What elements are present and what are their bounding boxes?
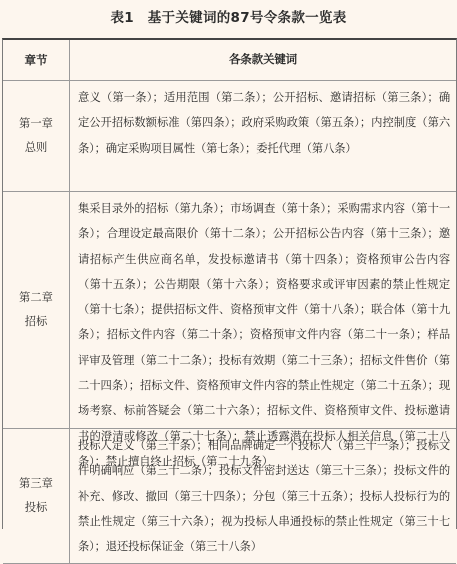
table-row-chapter-2 bbox=[3, 192, 456, 468]
chapter-number: 第三章 bbox=[19, 477, 53, 490]
chapter-number: 第一章 bbox=[19, 117, 53, 130]
keywords-cell: 投标人定义（第三十条）；相同品牌确定一个投标人（第三十一条）；投标文件明确响应（第三十二条）；投标文件密封送达（第三十三条）；投标文件的补充、修改、撤回（第三十四条）；分包（第三十五条）；投标人投标行为的禁止性规定（第三十六条）；视为投标人串通投标的禁止性规定（第三十七条）；退还投标保证金（第三十八条） bbox=[78, 439, 450, 554]
header-keywords: 各条款关键词 bbox=[228, 52, 298, 67]
chapter-name: 投标 bbox=[24, 501, 48, 514]
keywords-cell: 集采目录外的招标（第九条）；市场调查（第十条）；采购需求内容（第十一条）；合理设定最高限价（第十二条）；公开招标公告内容（第十三条）；邀请招标产生供应商名单，发投标邀请书（第十四条）；资格预审公告内容（第十五条）；公告期限（第十六条）；资格要求或评审因素的禁止性规定（第十七条）；提供招标文件、资格预审文件（第十八条）；联合体（第十九条）；招标文件内容（第二十条）；资格预审文件内容（第二十一条）；样品评审及管理（第二十二条）；投标有效期（第二十三条）；招标文件售价（第二十四条）；招标文件、资格预审文件内容的禁止性规定（第二十五条）；现场考察、标前答疑会（第二十六条）；招标文件、资格预审文件、投标邀请书的澄清或修改（第二十七条）；禁止透露潜在投标人相关信息（第二十八条）；禁止擅自终止招标（第二十九条） bbox=[78, 202, 450, 468]
chapter-number: 第二章 bbox=[19, 291, 53, 304]
chapter-cell bbox=[3, 81, 70, 191]
chapter-cell bbox=[3, 429, 70, 563]
table-row-chapter-3 bbox=[3, 429, 456, 564]
chapter-name: 总则 bbox=[24, 141, 48, 154]
keywords-cell: 意义（第一条）；适用范围（第二条）；公开招标、邀请招标（第三条）；确定公开招标数额标准（第四条）；政府采购政策（第五条）；内控制度（第六条）；确定采购项目属性（第七条）；委托代理（第八条） bbox=[78, 91, 450, 155]
table-header-row bbox=[3, 40, 456, 81]
table-row-chapter-1 bbox=[3, 81, 456, 192]
provisions-table bbox=[2, 38, 457, 554]
chapter-name: 招标 bbox=[24, 315, 48, 328]
chapter-cell bbox=[3, 192, 70, 428]
table-title: 表1 基于关键词的87号令条款一览表 bbox=[110, 10, 347, 26]
header-chapter: 章节 bbox=[3, 40, 70, 80]
